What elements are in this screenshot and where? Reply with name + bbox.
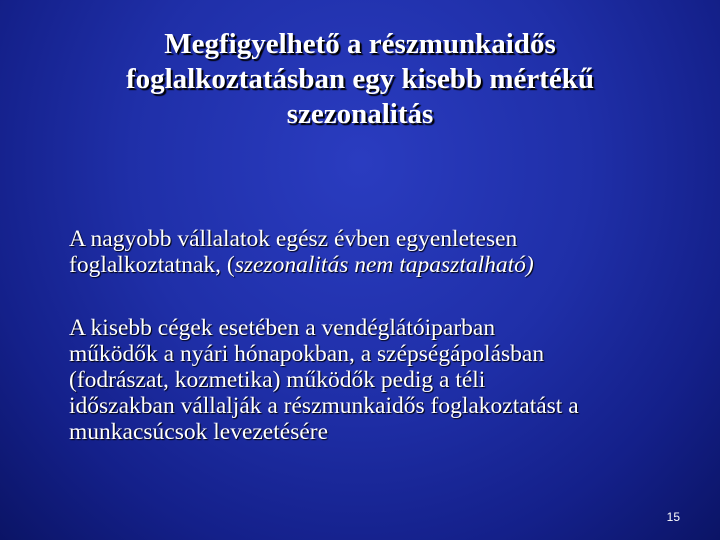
- bullet-line: (fodrászat, kozmetika) működők pedig a téli: [69, 367, 486, 393]
- bullet-line: A kisebb cégek esetében a vendéglátóiparban: [69, 315, 496, 341]
- bullet-line: működők a nyári hónapokban, a szépségápolásban: [69, 341, 545, 367]
- bullet-line: munkacsúcsok levezetésére: [69, 419, 329, 445]
- title-line: szezonalitás: [286, 98, 434, 130]
- bullet-text-plain: foglalkoztatnak, (: [69, 252, 235, 278]
- title-line: Megfigyelhető a részmunkaidős: [164, 28, 556, 60]
- bullet-item-large-companies: [69, 226, 699, 278]
- bullet-line: [69, 252, 699, 278]
- slide-title: [60, 27, 660, 132]
- bullet-text-italic: szezonalitás nem tapasztalható): [234, 252, 534, 278]
- bullet-line: A nagyobb vállalatok egész évben egyenletesen: [69, 226, 518, 252]
- bullet-line: időszakban vállalják a részmunkaidős foglakoztatást a: [69, 393, 579, 419]
- title-line: foglalkoztatásban egy kisebb mértékű: [125, 63, 595, 95]
- bullet-list: [69, 226, 699, 445]
- bullet-item-small-companies: [69, 315, 699, 445]
- page-number: 15: [666, 510, 680, 524]
